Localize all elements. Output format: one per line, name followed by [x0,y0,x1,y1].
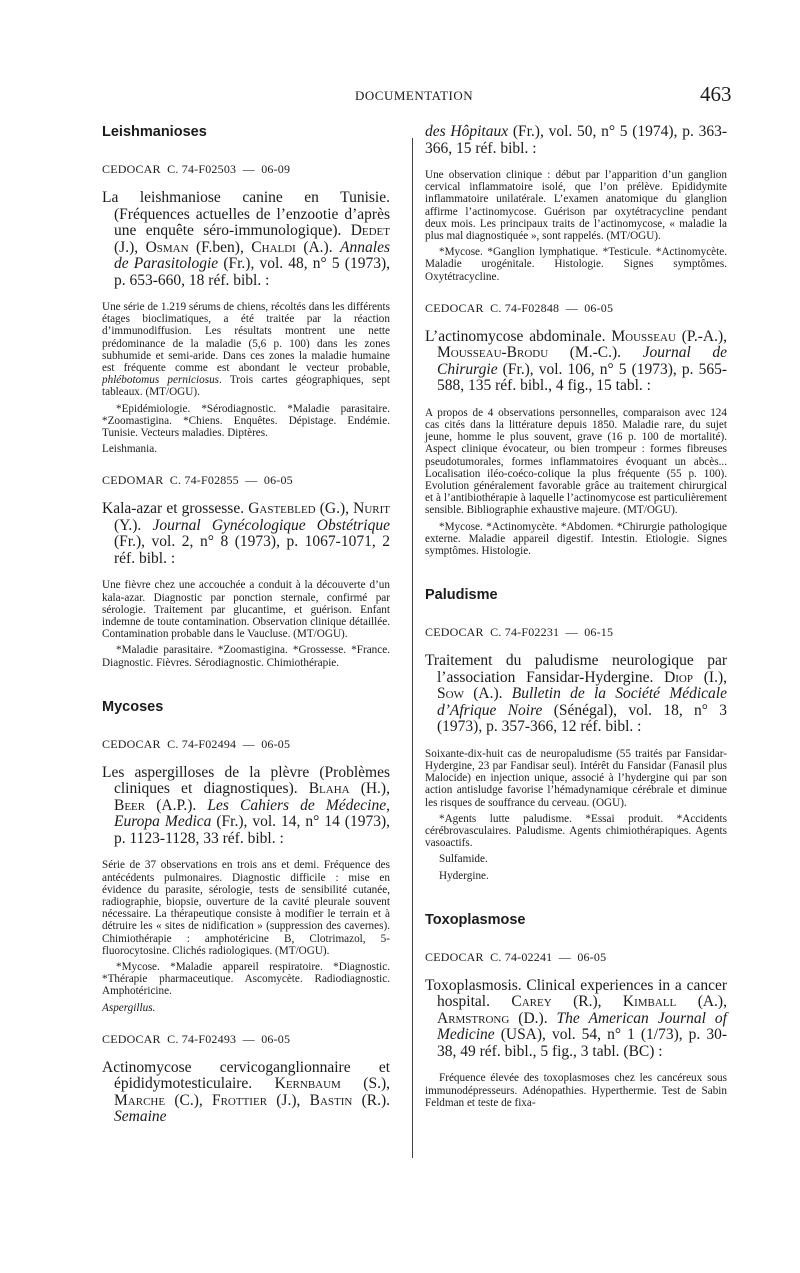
reference-code: CEDOCAR C. 74-02241 — 06-05 [425,949,607,964]
journal: des Hôpitaux [425,123,509,140]
keywords: *Mycose. *Ganglion lymphatique. *Testicule. *Actinomycète. Maladie urogénitale. Histologie. Signes symptômes. Oxytétracycline. [425,246,727,283]
abstract: Une fièvre chez une accouchée a conduit à la découverte d’un kala-azar. Diagnostic par ponction sternale, confirmé par sérologie. Traitement par glucantime, et guérison. Enfant indemne de toute contamination. Observation clinique détaillée. Contamination probable dans le Vaucluse. (MT/OGU). [102,579,390,641]
reference-code: CEDOCAR C. 74-F02231 — 06-15 [425,625,614,640]
citation: Traitement du paludisme neurologique par l’association Fansidar-Hydergine. Diop (I.), Sow (A.). Bulletin de la Société Médicale d’Afrique Noire (Sénégal), vol. 18, n° 3 (1973), p. 357-366, 12 réf. bibl. : [425,652,727,736]
author: Kernbaum [274,1075,341,1093]
author: Blaha [308,780,350,798]
abstract: A propos de 4 observations personnelles, comparaison avec 124 cas cités dans la littérature depuis 1850. Maladie rare, du sujet jeune, homme le plus souvent, grave (16 p. 100 de mortalité). Aspect clinique évocateur, ou bien trompeur : formes fibreuses pseudotumorales, formes inflammatoires évoquant un abcès... Localisation iléo-coéco-colique la plus fréquente (55 p. 100). Evolution généralement favorable grâce au traitement chirurgical et à l’antibiothérapie à laquelle l’actinomycose est particulièrement sensible. Bibliographie exhaustive majeure. (MT/OGU). [425,406,727,517]
reference-code: CEDOCAR C. 74-F02503 — 06-09 [102,162,291,176]
journal: The American Journal of Medicine [437,1009,727,1044]
journal: Journal de Chirurgie [437,344,727,378]
author: Bastin [309,1091,353,1109]
author: Frottier [211,1091,268,1109]
reference-code: CEDOCAR C. 74-F02848 — 06-05 [425,300,614,315]
section-title-paludisme: Paludisme [425,587,498,604]
journal: Journal Gynécologique Obstétrique [152,516,390,534]
journal: Semaine [114,1108,167,1126]
left-column [102,124,390,1144]
author: Dedet [350,222,390,239]
author: Marche [114,1091,166,1109]
author: Mousseau-Brodu [437,344,549,362]
author: Gastebled [248,500,316,518]
entry [425,950,727,1109]
keywords: *Epidémiologie. *Sérodiagnostic. *Maladie parasitaire. *Zoomastigina. *Chiens. Enquêtes. Dépistage. Endémie. Tunisie. Vecteurs maladies. Diptères. [102,402,390,440]
running-head: DOCUMENTATION [355,88,474,103]
journal: Les Cahiers de Médecine, Europa Medica [114,796,390,831]
keywords: *Agents lutte paludisme. *Essai produit. *Accidents cérébrovasculaires. Paludisme. Agents chimiothérapiques. Agents vasoactifs. [425,812,727,850]
keywords: *Mycose. *Maladie appareil respiratoire. *Diagnostic. *Thérapie pharmaceutique. Ascomycète. Radiodiagnostic. Amphotéricine. [102,960,390,998]
citation: La leishmaniose canine en Tunisie. (Fréquences actuelles de l’enzootie d’après une enquête séro-immunologique). Dedet (J.), Osman (F.ben), Chaldi (A.). Annales de Parasitologie (Fr.), vol. 48, n° 5 (1973), p. 653-660, 18 réf. bibl. : [102,189,390,289]
author: Diop [664,668,693,686]
citation: Kala-azar et grossesse. Gastebled (G.), Nurit (Y.). Journal Gynécologique Obstétrique (Fr.), vol. 2, n° 8 (1973), p. 1067-1071, 2 réf. bibl. : [102,500,390,567]
author: Armstrong [437,1009,510,1027]
author: Beer [114,796,146,814]
section-title-leishmanioses: Leishmanioses [102,124,207,140]
entry [102,162,390,455]
citation: Toxoplasmosis. Clinical experiences in a cancer hospital. Carey (R.), Kimball (A.), Armstrong (D.). The American Journal of Medicine (USA), vol. 54, n° 1 (1/73), p. 30-38, 49 réf. bibl., 5 fig., 3 tabl. (BC) : [425,976,727,1060]
abstract: Une série de 1.219 sérums de chiens, récoltés dans les différents étages bioclimatiques, a été traitée par la réaction d’immunodiffusion. Les résultats montrent une nette prédominance de la maladie (5,6 p. 100) dans les zones subhumide et semi-aride. Dans ces zones la maladie humaine est fréquente comme est abondant le vecteur probable, phlébotomus perniciosus. Trois cartes géographiques, sept tableaux. (MT/OGU). [102,301,390,399]
column-divider [412,138,413,1158]
entry [425,124,727,283]
keywords: *Mycose. *Actinomycète. *Abdomen. *Chirurgie pathologique externe. Maladie appareil digestif. Intestin. Etiologie. Signes symptômes. Histologie. [425,520,727,558]
reference-code: CEDOCAR C. 74-F02494 — 06-05 [102,736,291,751]
abstract: Fréquence élevée des toxoplasmoses chez les cancéreux sous immunodépresseurs. Adénopathies. Hyperthermie. Test de Sabin Feldman et teste de fixa- [425,1072,727,1109]
entry [425,301,727,557]
journal: Annales de Parasitologie [114,238,390,272]
citation: Actinomycose cervicoganglionnaire et épididymotesticulaire. Kernbaum (S.), Marche (C.), Frottier (J.), Bastin (R.). Semaine [102,1058,390,1126]
citation: Les aspergilloses de la plèvre (Problèmes cliniques et diagnostiques). Blaha (H.), Beer (A.P.). Les Cahiers de Médecine, Europa Medica (Fr.), vol. 14, n° 14 (1973), p. 1123-1128, 33 réf. bibl. : [102,763,390,847]
abstract: Soixante-dix-huit cas de neuropaludisme (55 traités par Fansidar-Hydergine, 23 par Fandisar seul). Intérêt du Fansidar (Fanasil plus Malocide) en injection unique, associé à l’hydergine qui par son action antisludge favorise l’hémadynamique cérébrale et diminue les risques de souffrance du cerveau. (OGU). [425,747,727,809]
author: Osman [145,238,189,256]
reference-code: CEDOMAR C. 74-F02855 — 06-05 [102,473,293,488]
page-number: 463 [700,82,732,106]
author: Nurit [353,500,390,518]
keyword-extra: Hydergine. [439,869,489,882]
author: Sow [437,685,464,703]
section-title-mycoses: Mycoses [102,698,164,715]
right-column [425,124,727,1127]
keyword-extra: Aspergillus. [102,1001,156,1014]
journal: Bulletin de la Société Médicale d’Afrique Noire [437,685,727,719]
section-title-toxoplasmose: Toxoplasmose [425,911,526,928]
author: Mousseau [611,327,676,345]
entry [425,625,727,882]
author: Carey [511,993,552,1011]
keyword-extra: Sulfamide. [439,853,488,866]
abstract: Série de 37 observations en trois ans et demi. Fréquence des antécédents pulmonaires. Diagnostic difficile : mise en évidence du parasite, sérologie, tests de sensibilité cutanée, radiographie, biopsie, ouverture de la cavité pleurale souvent nécessaire. La thérapeutique consiste à modifier le terrain et à détruire les « sites de nidification » (suppression des cavernes). Chimiothérapie : amphotéricine B, Clotrimazol, 5-fluorocytosine. Clichés radiologiques. (MT/OGU). [102,859,390,957]
author: Chaldi [251,238,296,256]
citation: L’actinomycose abdominale. Mousseau (P.-A.), Mousseau-Brodu (M.-C.). Journal de Chirurgie (Fr.), vol. 106, n° 5 (1973), p. 565-588, 135 réf. bibl., 4 fig., 15 tabl. : [425,327,727,395]
keyword-extra: Leishmania. [102,443,157,456]
entry [102,737,390,1014]
entry [102,1032,390,1126]
page-header [0,82,800,108]
entry [102,473,390,668]
reference-code: CEDOCAR C. 74-F02493 — 06-05 [102,1031,291,1046]
author: Kimball [622,993,677,1011]
keywords: *Maladie parasitaire. *Zoomastigina. *Grossesse. *France. Diagnostic. Fièvres. Sérodiagnostic. Chimiothérapie. [102,644,390,669]
abstract: Une observation clinique : début par l’apparition d’un ganglion cervical inflammatoire isolé, que l’on prélève. Epididymite inflammatoire unilatérale. L’examen anatomique du glanglion affirme l’actinomycose. Guérison par oxytétracycline pendant deux mois. Les principaux traits de l’actinomycose, « maladie la plus mal diagnostiquée », sont rappelés. (MT/OGU). [425,169,727,243]
citation: des Hôpitaux (Fr.), vol. 50, n° 5 (1974), p. 363-366, 15 réf. bibl. : [425,123,727,157]
